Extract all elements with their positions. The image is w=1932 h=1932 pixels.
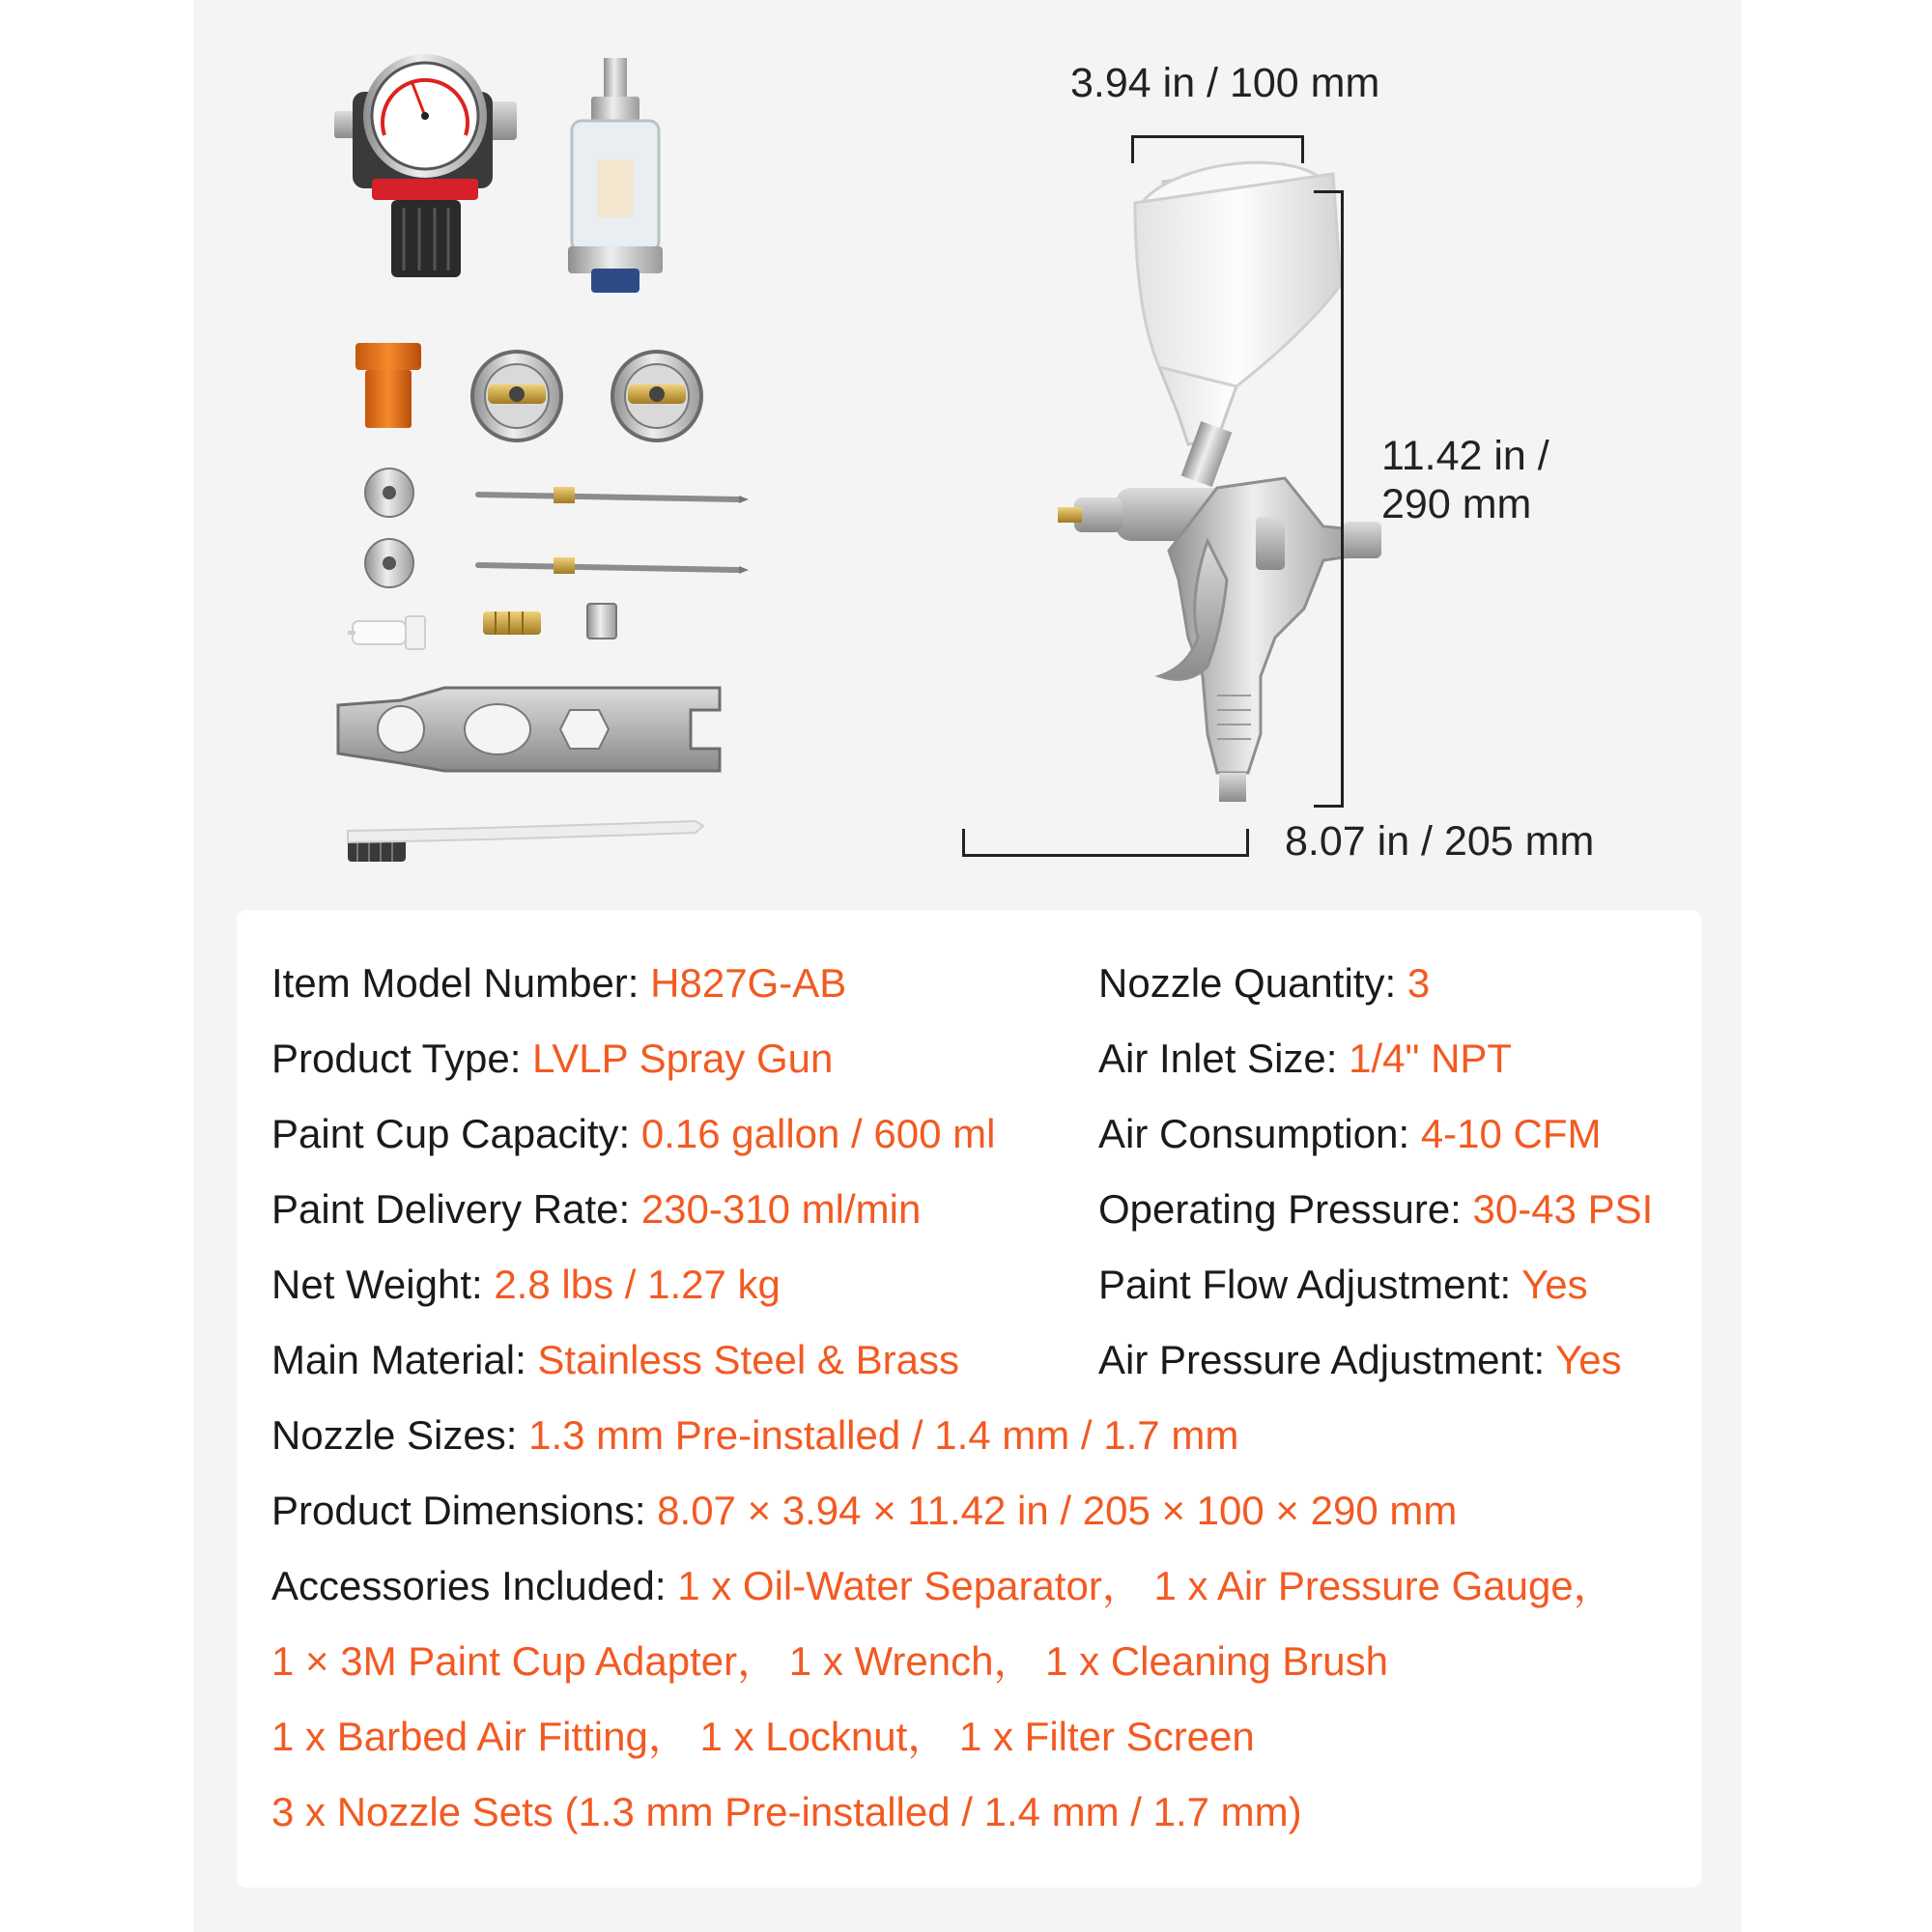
nozzle-image-1 <box>365 469 413 517</box>
spec-key: Nozzle Sizes: <box>271 1412 529 1458</box>
spec-value: Yes <box>1521 1262 1588 1307</box>
height-dimension-label-line1: 11.42 in / <box>1381 433 1549 479</box>
length-dimension-line <box>962 829 1249 857</box>
spec-key: Air Pressure Adjustment: <box>1098 1337 1556 1382</box>
spec-key: Accessories Included: <box>271 1563 678 1608</box>
spec-key: Paint Flow Adjustment: <box>1098 1262 1522 1307</box>
pressure-regulator-image <box>334 54 517 277</box>
spec-value: 1.3 mm Pre-installed / 1.4 mm / 1.7 mm <box>528 1412 1239 1458</box>
spec-value: 1/4" NPT <box>1349 1036 1513 1081</box>
spec-value: Stainless Steel & Brass <box>537 1337 959 1382</box>
spec-value: 4-10 CFM <box>1420 1111 1602 1156</box>
cleaning-brush-image <box>348 821 703 862</box>
spec-key: Product Type: <box>271 1036 533 1081</box>
accessories-line-2: 1 × 3M Paint Cup Adapter， 1 x Wrench， 1 x Cleaning Brush <box>271 1638 1388 1684</box>
spec-key: Main Material: <box>271 1337 538 1382</box>
air-cap-image-2 <box>612 352 701 440</box>
needle-image-2 <box>478 557 749 574</box>
spec-product-dimensions <box>271 1486 1457 1536</box>
height-dimension-line <box>1314 190 1344 808</box>
spec-key: Item Model Number: <box>271 960 651 1006</box>
spec-value: 1 x Oil-Water Separator， 1 x Air Pressure Gauge， <box>677 1563 1614 1608</box>
length-dimension-label: 8.07 in / 205 mm <box>1285 818 1595 865</box>
accessories-line-3: 1 x Barbed Air Fitting， 1 x Locknut， 1 x Filter Screen <box>271 1714 1255 1759</box>
spec-value: LVLP Spray Gun <box>532 1036 834 1081</box>
spec-product-type <box>271 1034 833 1084</box>
spec-nozzle-quantity <box>1098 958 1430 1009</box>
spec-item-model-number <box>271 958 846 1009</box>
width-dimension-label: 3.94 in / 100 mm <box>1070 60 1380 106</box>
oil-water-separator-image <box>568 58 663 293</box>
spec-key: Paint Delivery Rate: <box>271 1186 641 1232</box>
air-cap-image-1 <box>472 352 561 440</box>
paint-cup-adapter-image <box>355 343 421 428</box>
spec-air-consumption <box>1098 1109 1602 1159</box>
spec-key: Nozzle Quantity: <box>1098 960 1407 1006</box>
nozzle-image-2 <box>365 539 413 587</box>
spec-value: Yes <box>1555 1337 1622 1382</box>
locknut-image <box>587 604 616 639</box>
spec-net-weight <box>271 1260 781 1310</box>
spec-key: Operating Pressure: <box>1098 1186 1473 1232</box>
spec-key: Net Weight: <box>271 1262 495 1307</box>
spec-accessories-included <box>271 1561 1614 1611</box>
wrench-image <box>338 688 720 771</box>
spec-value: 8.07 × 3.94 × 11.42 in / 205 × 100 × 290 mm <box>657 1488 1458 1533</box>
spec-key: Paint Cup Capacity: <box>271 1111 641 1156</box>
spec-paint-delivery-rate <box>271 1184 921 1235</box>
spec-air-pressure-adjustment <box>1098 1335 1622 1385</box>
spec-paint-flow-adjustment <box>1098 1260 1588 1310</box>
spec-air-inlet-size <box>1098 1034 1512 1084</box>
height-dimension-label-line2: 290 mm <box>1381 481 1532 527</box>
spec-key: Air Consumption: <box>1098 1111 1421 1156</box>
needle-image-1 <box>478 487 749 503</box>
spec-value: 2.8 lbs / 1.27 kg <box>494 1262 781 1307</box>
barbed-air-fitting-image <box>483 611 541 635</box>
spec-key: Air Inlet Size: <box>1098 1036 1350 1081</box>
spec-nozzle-sizes <box>271 1410 1238 1461</box>
filter-screen-image <box>348 616 425 649</box>
spec-key: Product Dimensions: <box>271 1488 658 1533</box>
spec-main-material <box>271 1335 959 1385</box>
spec-value: 30-43 PSI <box>1472 1186 1654 1232</box>
width-dimension-line <box>1131 135 1304 163</box>
accessories-line-4: 3 x Nozzle Sets (1.3 mm Pre-installed / 1.4 mm / 1.7 mm) <box>271 1789 1302 1834</box>
spec-paint-cup-capacity <box>271 1109 995 1159</box>
spec-operating-pressure <box>1098 1184 1653 1235</box>
spec-value: 230-310 ml/min <box>640 1186 922 1232</box>
spec-value: 3 <box>1406 960 1431 1006</box>
spec-value: H827G-AB <box>650 960 847 1006</box>
spec-value: 0.16 gallon / 600 ml <box>640 1111 996 1156</box>
